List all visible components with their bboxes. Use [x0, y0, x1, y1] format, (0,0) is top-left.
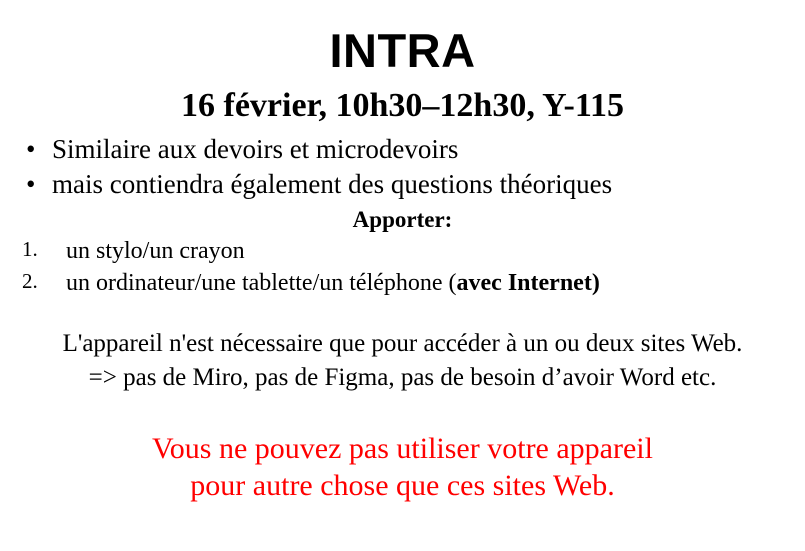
list-item-label: un stylo/un crayon: [66, 237, 245, 264]
bullet-marker-icon: •: [26, 168, 36, 199]
warning-text: [0, 393, 805, 504]
bullet-marker-icon: •: [26, 134, 36, 165]
exam-details-subtitle: 16 février, 10h30–12h30, Y-115: [181, 86, 624, 124]
list-item: [18, 236, 805, 268]
list-item: [18, 132, 805, 167]
warning-line-2: pour autre chose que ces sites Web.: [190, 469, 615, 503]
exclusions-paragraph: => pas de Miro, pas de Figma, pas de besoin d’avoir Word etc.: [88, 364, 717, 392]
list-number: 1.: [22, 236, 38, 261]
warning-line-1: Vous ne pouvez pas utiliser votre appareil: [152, 432, 653, 466]
list-item-label: un ordinateur/une tablette/un téléphone (: [66, 269, 457, 296]
list-item-emphasis: avec Internet): [456, 269, 600, 296]
bullet-list: [0, 124, 805, 201]
list-item: [18, 167, 805, 202]
bring-items-heading: Apporter:: [352, 207, 453, 233]
list-number: 2.: [22, 268, 38, 293]
list-item-label: Similaire aux devoirs et microdevoirs: [52, 134, 459, 165]
device-usage-paragraph: L'appareil n'est nécessaire que pour accéder à un ou deux sites Web.: [62, 330, 743, 358]
page-title: INTRA: [329, 24, 476, 77]
list-item-label: mais contiendra également des questions théoriques: [52, 168, 613, 199]
numbered-list: [0, 234, 805, 300]
list-item: [18, 268, 805, 300]
